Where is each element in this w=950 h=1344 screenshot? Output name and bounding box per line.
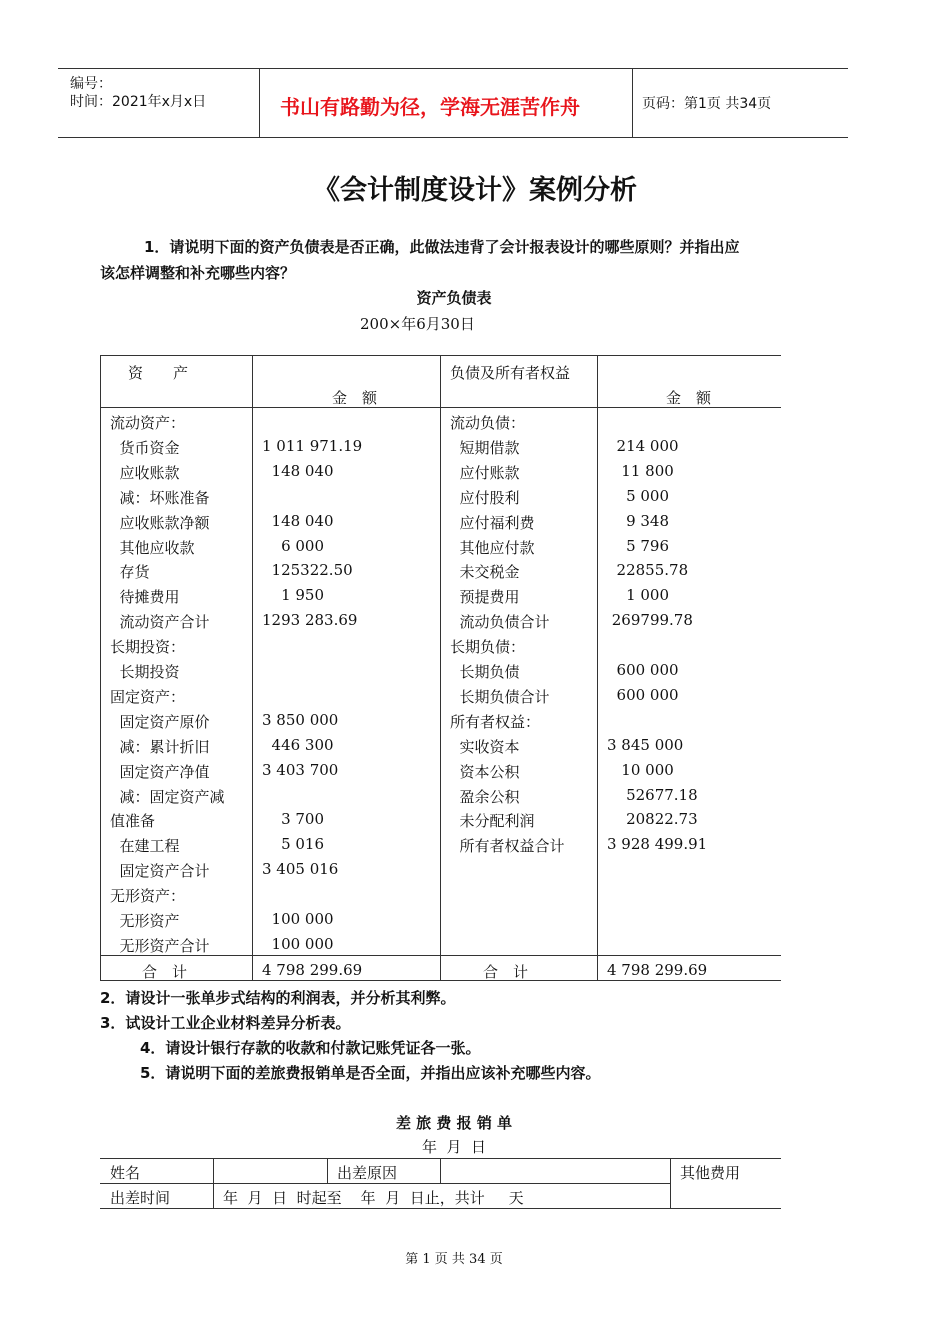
- asset-item: 流动资产：: [110, 414, 186, 432]
- balance-sheet-title: 资产负债表: [416, 289, 492, 307]
- asset-amount: 1 950: [262, 586, 325, 605]
- liability-amount: 3 928 499.91: [607, 835, 708, 854]
- liability-amount: 10 000: [607, 760, 674, 779]
- liability-item: 长期负债: [450, 663, 520, 681]
- table-rule: [440, 355, 441, 981]
- table-rule: [597, 355, 598, 981]
- asset-amount: 6 000: [262, 536, 325, 555]
- expense-form-table: [100, 1158, 781, 1209]
- name-label: 姓名: [110, 1164, 141, 1182]
- asset-amount: 1293 283.69: [262, 611, 358, 630]
- liability-item: 其他应付款: [450, 538, 535, 557]
- liability-item: 应付股利: [450, 488, 520, 507]
- number-label: 编号：: [70, 76, 112, 92]
- asset-item: 固定资产原价: [110, 712, 210, 731]
- liability-item: 资本公积: [450, 762, 520, 781]
- liability-item: 长期负债合计: [450, 687, 550, 706]
- asset-item: 应收账款净额: [110, 513, 210, 532]
- reason-label: 出差原因: [337, 1164, 398, 1182]
- header-amount-right: 金 额: [666, 389, 712, 407]
- question-1-line-2: 该怎样调整和补充哪些内容？: [100, 264, 296, 282]
- asset-item: 减：固定资产减: [110, 787, 225, 806]
- liability-amount: 600 000: [607, 685, 679, 704]
- asset-item: 无形资产合计: [110, 936, 210, 955]
- header-assets: 资 产: [128, 364, 189, 382]
- asset-amount: 125322.50: [262, 561, 353, 580]
- table-rule: [327, 1158, 328, 1183]
- liability-item: 所有者权益：: [450, 712, 541, 731]
- table-rule: [252, 355, 253, 981]
- time-line: 时间：2021年x月x日: [70, 94, 207, 110]
- liability-item: 应付账款: [450, 463, 520, 482]
- question-1-line-1: 1．请说明下面的资产负债表是否正确，此做法违背了会计报表设计的哪些原则？并指出应: [144, 238, 740, 256]
- page-footer: 第 1 页 共 34 页: [405, 1252, 503, 1267]
- liability-amount: 9 348: [607, 511, 670, 530]
- liability-amount: 52677.18: [607, 785, 698, 804]
- document-header: [58, 68, 848, 138]
- table-rule: [100, 1208, 781, 1209]
- liability-item: 实收资本: [450, 737, 520, 756]
- header-liabilities: 负债及所有者权益: [450, 364, 571, 382]
- liability-amount: 3 845 000: [607, 735, 684, 754]
- liability-item: 所有者权益合计: [450, 837, 565, 856]
- asset-amount: 3 405 016: [262, 860, 339, 879]
- liability-amount: 600 000: [607, 661, 679, 679]
- asset-item: 固定资产净值: [110, 762, 210, 781]
- question-2: 2．请设计一张单步式结构的利润表，并分析其利弊。: [100, 989, 456, 1007]
- question-4: 4．请设计银行存款的收款和付款记账凭证各一张。: [140, 1039, 481, 1057]
- table-rule: [213, 1158, 214, 1209]
- total-right-label: 合 计: [483, 963, 529, 981]
- liability-amount: 214 000: [607, 436, 679, 455]
- asset-item: 无形资产：: [110, 887, 186, 906]
- trip-time-value: 年 月 日 时起至 年 月 日止，共计 天: [223, 1189, 524, 1207]
- header-divider: [632, 69, 633, 137]
- asset-item: 固定资产合计: [110, 862, 210, 881]
- header-amount-left: 金 额: [332, 389, 378, 407]
- motto: 书山有路勤为径，学海无涯苦作舟: [280, 95, 580, 119]
- asset-item: 值准备: [110, 812, 156, 831]
- total-left-value: 4 798 299.69: [262, 961, 363, 979]
- liability-amount: 5 000: [607, 486, 670, 505]
- asset-item: 固定资产：: [110, 687, 186, 706]
- liability-amount: 5 796: [607, 536, 670, 555]
- trip-time-label: 出差时间: [110, 1189, 171, 1207]
- liability-item: 流动负债合计: [450, 613, 550, 632]
- liability-amount: 22855.78: [607, 561, 689, 580]
- asset-item: 长期投资: [110, 663, 180, 681]
- asset-amount: 3 700: [262, 810, 325, 829]
- asset-amount: 100 000: [262, 910, 334, 928]
- asset-item: 待摊费用: [110, 588, 180, 607]
- asset-item: 在建工程: [110, 837, 180, 856]
- asset-item: 其他应收款: [110, 538, 195, 557]
- table-rule: [100, 355, 101, 981]
- asset-amount: 100 000: [262, 934, 334, 953]
- asset-amount: 3 850 000: [262, 710, 339, 729]
- total-right-value: 4 798 299.69: [607, 961, 708, 979]
- header-divider: [259, 69, 260, 137]
- liability-item: 长期负债：: [450, 638, 526, 657]
- page-title: 《会计制度设计》案例分析: [313, 175, 637, 206]
- liability-item: 未分配利润: [450, 812, 535, 831]
- asset-amount: 5 016: [262, 835, 325, 854]
- asset-item: 无形资产: [110, 912, 180, 930]
- liability-item: 盈余公积: [450, 787, 520, 806]
- question-5: 5．请说明下面的差旅费报销单是否全面，并指出应该补充哪些内容。: [140, 1064, 601, 1082]
- asset-amount: 1 011 971.19: [262, 436, 363, 455]
- table-rule: [670, 1158, 671, 1209]
- asset-item: 存货: [110, 563, 150, 582]
- liability-amount: 1 000: [607, 586, 670, 605]
- total-left-label: 合 计: [142, 963, 188, 981]
- liability-amount: 20822.73: [607, 810, 698, 829]
- asset-item: 减：累计折旧: [110, 737, 210, 756]
- asset-item: 减：坏账准备: [110, 488, 210, 507]
- liability-amount: 269799.78: [607, 611, 693, 630]
- liability-item: 短期借款: [450, 438, 520, 457]
- question-3: 3．试设计工业企业材料差异分析表。: [100, 1014, 351, 1032]
- liability-amount: 11 800: [607, 461, 674, 480]
- balance-sheet-date: 200×年6月30日: [360, 315, 475, 333]
- liability-item: 预提费用: [450, 588, 520, 607]
- table-rule: [100, 1183, 670, 1184]
- table-rule: [440, 1158, 441, 1183]
- liability-item: 应付福利费: [450, 513, 535, 532]
- asset-item: 货币资金: [110, 438, 180, 457]
- liability-item: 未交税金: [450, 563, 520, 582]
- asset-amount: 446 300: [262, 735, 334, 754]
- other-expenses-label: 其他费用: [680, 1164, 741, 1182]
- page-info: 页码：第1页 共34页: [642, 96, 772, 112]
- liability-item: 流动负债：: [450, 414, 526, 432]
- expense-form-title: 差 旅 费 报 销 单: [395, 1114, 513, 1132]
- asset-item: 长期投资：: [110, 638, 186, 657]
- asset-item: 流动资产合计: [110, 613, 210, 632]
- balance-sheet-table: [100, 355, 781, 981]
- asset-amount: 148 040: [262, 511, 334, 530]
- asset-amount: 148 040: [262, 461, 334, 480]
- asset-amount: 3 403 700: [262, 760, 339, 779]
- expense-form-date: 年 月 日: [421, 1138, 487, 1156]
- asset-item: 应收账款: [110, 463, 180, 482]
